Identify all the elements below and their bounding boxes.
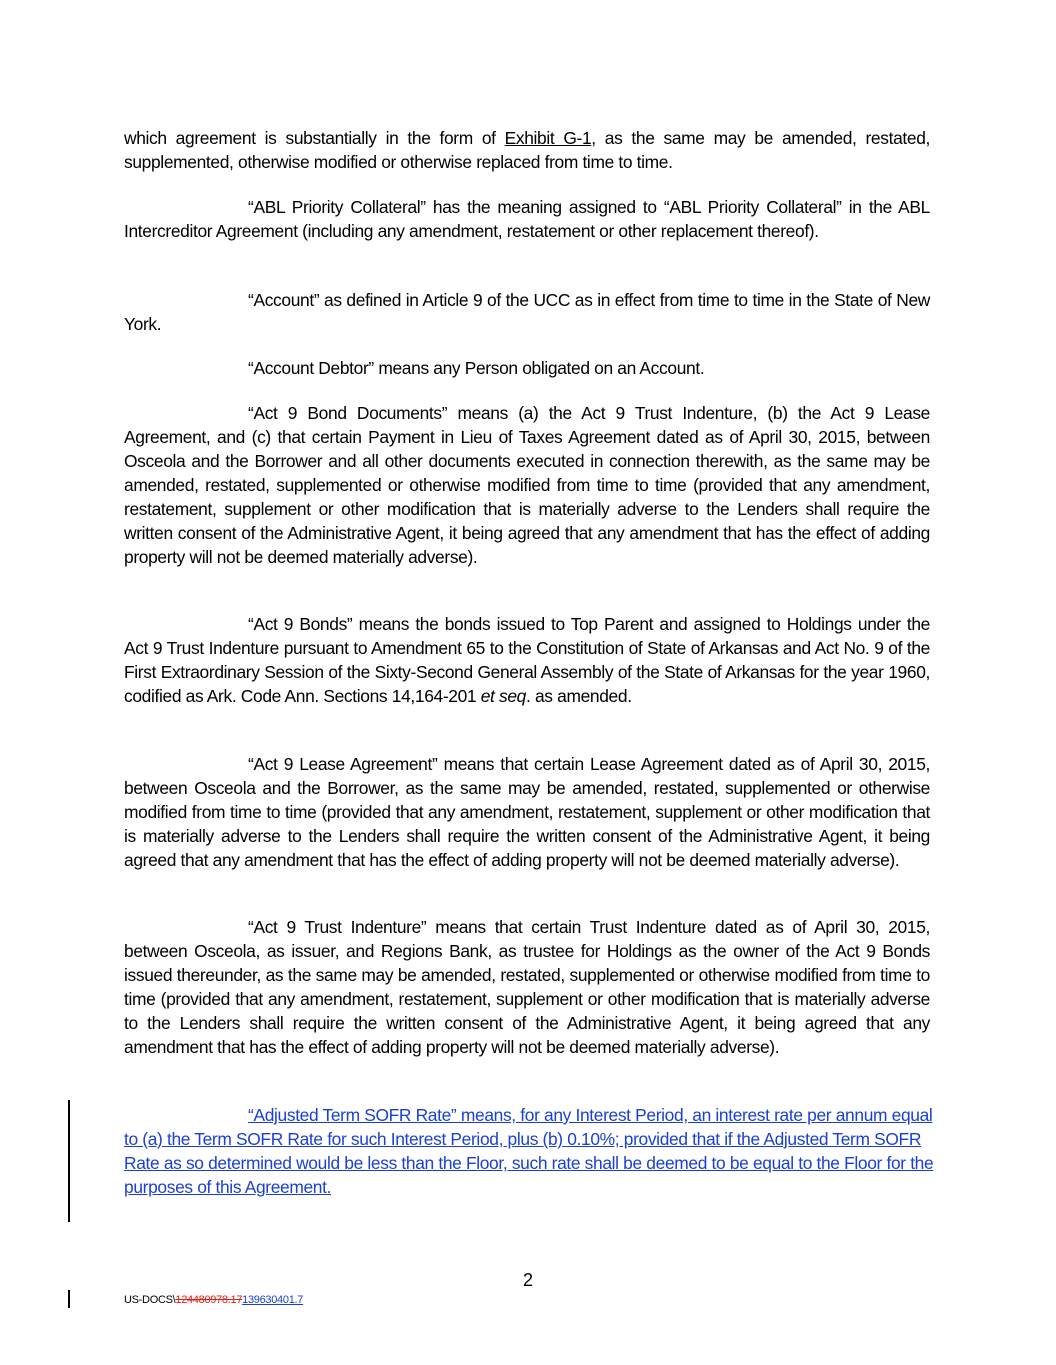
defined-term: “Act 9 Trust Indenture”: [248, 917, 427, 937]
document-id-footer: US-DOCS\124480978.17139630401.7: [124, 1294, 304, 1306]
definition-act9-lease-agreement: “Act 9 Lease Agreement” means that certain Lease Agreement dated as of April 30, 2015, between Osceola and the Borrower, as the same may be amended, restated, supplemented or otherwise modified from time to time (provided that any amendment, restatement, supplement or other modification that is materially adverse to the Lenders shall require the written consent of the Administrative Agent, it being agreed that any amendment that has the effect of adding property will not be deemed materially adverse).: [124, 754, 931, 870]
definition-act9-trust-indenture: “Act 9 Trust Indenture” means that certain Trust Indenture dated as of April 30, 2015, between Osceola, as issuer, and Regions Bank, as trustee for Holdings as the owner of the Act 9 Bonds issued thereunder, as the same may be amended, restated, supplemented or otherwise modified from time to time (provided that any amendment, restatement, supplement or other modification that is materially adverse to the Lenders shall require the written consent of the Administrative Agent, it being agreed that any amendment that has the effect of adding property will not be deemed materially adverse).: [124, 917, 930, 1057]
paragraph-exhibit: which agreement is substantially in the form of Exhibit G-1, as the same may be amended, restated, supplemented, otherwise modified or otherwise replaced from time to time.: [124, 128, 931, 172]
defined-term: “Act 9 Bonds”: [248, 614, 353, 634]
revision-change-bar: [68, 1100, 70, 1222]
defined-term: “Account”: [248, 290, 320, 310]
definition-act9-bonds: “Act 9 Bonds” means the bonds issued to Top Parent and assigned to Holdings under the Act 9 Trust Indenture pursuant to Amendment 65 to the Constitution of State of Arkansas and Act No. 9 of the First Extraordinary Session of the Sixty-Second General Assembly of the State of Arkansas for the year 1960, codified as Ark. Code Ann. Sections 14,164-201 et seq. as amended.: [124, 614, 930, 706]
defined-term: “Act 9 Bond Documents”: [248, 403, 448, 423]
definition-abl-priority-collateral: “ABL Priority Collateral” has the meaning assigned to “ABL Priority Collateral” in the ABL Intercreditor Agreement (including any amendment, restatement or other replacement thereof).: [124, 197, 930, 241]
definition-act9-bond-documents: “Act 9 Bond Documents” means (a) the Act 9 Trust Indenture, (b) the Act 9 Lease Agreement, and (c) that certain Payment in Lieu of Taxes Agreement dated as of April 30, 2015, between Osceola and the Borrower and all other documents executed in connection therewith, as the same may be amended, restated, supplemented or otherwise modified from time to time (provided that any amendment, restatement, supplement or other modification that is materially adverse to the Lenders shall require the written consent of the Administrative Agent, it being agreed that any amendment that has the effect of adding property will not be deemed materially adverse).: [124, 403, 930, 567]
footer-change-bar: [68, 1290, 70, 1308]
deleted-doc-number: 124480978.17: [175, 1294, 243, 1306]
defined-term: “ABL Priority Collateral”: [248, 197, 426, 217]
inserted-doc-number: 139630401.7: [242, 1294, 304, 1306]
defined-term: “Act 9 Lease Agreement”: [248, 754, 438, 774]
definition-account: “Account” as defined in Article 9 of the UCC as in effect from time to time in the State of New York.: [124, 290, 930, 334]
page-number: 2: [522, 1270, 533, 1290]
exhibit-link[interactable]: Exhibit G-1: [504, 128, 592, 148]
defined-term: “Account Debtor”: [248, 358, 374, 378]
definition-adjusted-term-sofr-rate-inserted: “Adjusted Term SOFR Rate” means, for any Interest Period, an interest rate per annum equal to (a) the Term SOFR Rate for such Interest Period, plus (b) 0.10%; provided that if the Adjusted Term SOFR Rate as so determined would be less than the Floor, such rate shall be deemed to be equal to the Floor for the purposes of this Agreement.: [124, 1105, 934, 1197]
definition-account-debtor: “Account Debtor” means any Person obligated on an Account.: [248, 358, 705, 378]
